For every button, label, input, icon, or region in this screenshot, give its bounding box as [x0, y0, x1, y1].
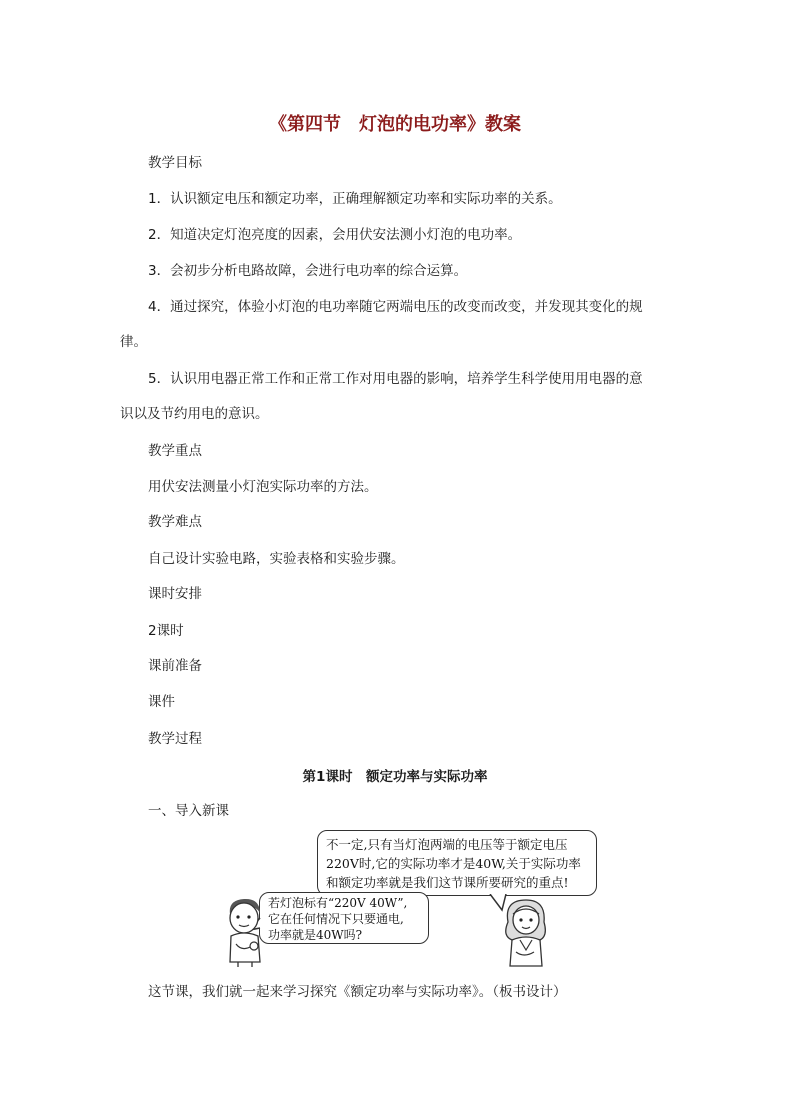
teacher-girl-illustration [498, 896, 554, 968]
schedule-text: 2课时 [148, 623, 184, 639]
objective-3: 3．会初步分析电路故障，会进行电功率的综合运算。 [148, 263, 468, 279]
objective-4: 4．通过探究，体验小灯泡的电功率随它两端电压的改变而改变，并发现其变化的规 [148, 299, 643, 315]
heading-key-point: 教学重点 [148, 443, 202, 459]
heading-schedule: 课时安排 [148, 586, 202, 602]
teacher-speech-bubble [317, 830, 597, 896]
teacher-bubble-line-2: 220V时,它的实际功率才是40W,关于实际功率 [326, 856, 581, 871]
student-speech-bubble [259, 892, 429, 944]
key-point-text: 用伏安法测量小灯泡实际功率的方法。 [148, 479, 378, 495]
objective-1: 1．认识额定电压和额定功率，正确理解额定功率和实际功率的关系。 [148, 191, 562, 207]
student-bubble-line-2: 它在任何情况下只要通电, [268, 912, 404, 926]
teacher-bubble-line-3: 和额定功率就是我们这节课所要研究的重点! [326, 875, 569, 890]
student-bubble-line-1: 若灯泡标有“220V 40W”, [268, 896, 408, 910]
prep-text: 课件 [148, 694, 175, 710]
lesson-title: 第1课时 额定功率与实际功率 [302, 769, 488, 785]
heading-prep: 课前准备 [148, 658, 202, 674]
student-boy-illustration [222, 896, 270, 968]
objective-5: 5．认识用电器正常工作和正常工作对用电器的影响，培养学生科学使用用电器的意 [148, 371, 643, 387]
heading-objectives: 教学目标 [148, 155, 202, 171]
objective-2: 2．知道决定灯泡亮度的因素，会用伏安法测小灯泡的电功率。 [148, 227, 522, 243]
objective-4-cont: 律。 [120, 334, 147, 350]
heading-difficulty: 教学难点 [148, 514, 202, 530]
student-bubble-line-3: 功率就是40W吗? [268, 928, 363, 942]
teacher-bubble-line-1: 不一定,只有当灯泡两端的电压等于额定电压 [326, 837, 568, 852]
objective-5-cont: 识以及节约用电的意识。 [120, 406, 269, 422]
doc-title: 《第四节 灯泡的电功率》教案 [269, 114, 521, 135]
closing-text: 这节课，我们就一起来学习探究《额定功率与实际功率》。（板书设计） [148, 984, 567, 1000]
difficulty-text: 自己设计实验电路，实验表格和实验步骤。 [148, 551, 405, 567]
section-intro: 一、导入新课 [148, 803, 229, 819]
heading-process: 教学过程 [148, 731, 202, 747]
